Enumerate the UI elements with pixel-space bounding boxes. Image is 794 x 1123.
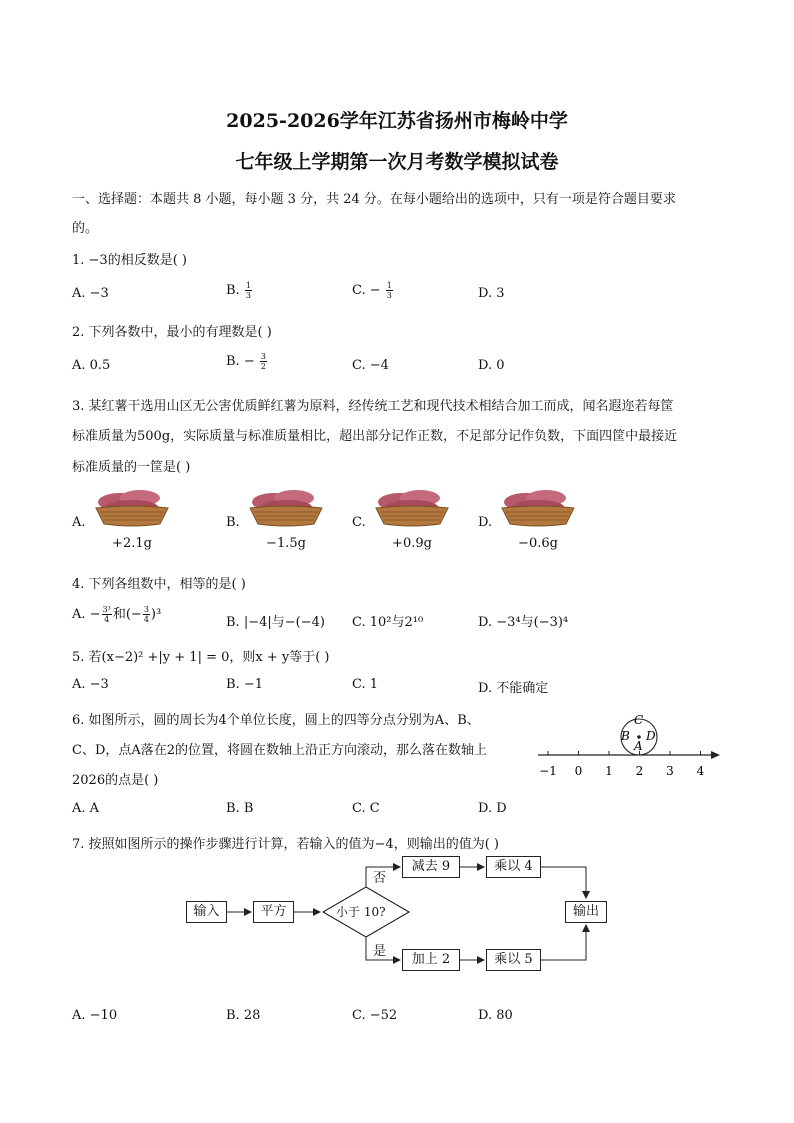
q5-option-b: B. −1 (226, 677, 263, 692)
q3-line-1: 3. 某红薯干选用山区无公害优质鲜红薯为原料，经传统工艺和现代技术相结合加工而成，闻名遐迩若每筐 (72, 399, 674, 414)
q3-option-caption: −0.6g (518, 536, 558, 551)
q1-option-c-label: C. − (352, 283, 381, 298)
q4-a-suffix: )³ (150, 607, 162, 622)
q6-line-1: 6. 如图所示，圆的周长为4个单位长度，圆上的四等分点分别为A、B、 (72, 713, 480, 728)
q6-option-d: D. D (478, 801, 507, 816)
fraction-numerator: 1 (245, 281, 251, 290)
q4-option-c: C. 10²与2¹⁰ (352, 615, 424, 630)
q3-option-caption: +2.1g (112, 536, 152, 551)
q5-stem: 5. 若(x−2)² +|y + 1| = 0，则x + y等于( ) (72, 650, 330, 665)
q3-option-caption: +0.9g (392, 536, 432, 551)
q4-a-prefix: A. − (72, 607, 101, 622)
number-line-tick-label: 3 (666, 764, 674, 778)
fraction-denominator: 3 (386, 291, 392, 300)
q3-option-label: D. (478, 515, 493, 530)
flow-input-box: 输入 (186, 901, 227, 923)
flow-square-box: 平方 (253, 901, 294, 923)
q3-option-label: C. (352, 515, 366, 530)
q6-option-b: B. B (226, 801, 254, 816)
fraction-numerator: 3 (260, 352, 266, 361)
point-label-b: B (621, 729, 630, 743)
arrow-mul5-output (541, 925, 586, 960)
fraction-denominator: 3 (245, 291, 251, 300)
q5-option-c: C. 1 (352, 677, 379, 692)
q5-option-d: D. 不能确定 (478, 681, 549, 696)
q4-option-d: D. −3⁴与(−3)⁴ (478, 615, 569, 630)
q4-a-middle: 和(− (112, 607, 142, 622)
point-label-c: C (634, 713, 644, 727)
q6-option-c: C. C (352, 801, 380, 816)
q6-option-a: A. A (72, 801, 100, 816)
q4-option-b: B. |−4|与−(−4) (226, 615, 325, 630)
q7-option-b: B. 28 (226, 1008, 261, 1023)
flow-condition-text: 小于 10? (336, 905, 386, 919)
q7-stem: 7. 按照如图所示的操作步骤进行计算，若输入的值为−4，则输出的值为( ) (72, 837, 499, 852)
q6-line-2: C、D，点A落在2的位置，将圆在数轴上沿正方向滚动，那么落在数轴上 (72, 743, 488, 758)
q1-stem: 1. −3的相反数是( ) (72, 253, 187, 268)
title-line-1: 2025-2026学年江苏省扬州市梅岭中学 (226, 110, 568, 132)
flow-multiply5-box: 乘以 5 (486, 949, 541, 971)
flow-yes-label: 是 (373, 944, 387, 959)
q1-option-d: D. 3 (478, 286, 505, 301)
title-line-2: 七年级上学期第一次月考数学模拟试卷 (235, 151, 559, 173)
point-label-d: D (646, 729, 656, 743)
flow-output-box: 输出 (565, 901, 607, 923)
section-heading: 一、选择题：本题共 8 小题，每小题 3 分，共 24 分。在每小题给出的选项中，只有一项是符合题目要求 (72, 192, 676, 207)
section-heading-tail: 的。 (72, 221, 99, 236)
q2-stem: 2. 下列各数中，最小的有理数是( ) (72, 325, 272, 340)
number-line-tick-label: 1 (605, 764, 613, 778)
number-line-tick-label: −1 (539, 764, 557, 778)
number-line-tick-label: 4 (696, 764, 705, 778)
fraction-numerator: 3³ (102, 605, 111, 614)
q6-line-3: 2026的点是( ) (72, 773, 159, 788)
q2-option-d: D. 0 (478, 358, 505, 373)
flow-add2-box: 加上 2 (402, 949, 460, 971)
q3-option-caption: −1.5g (266, 536, 306, 551)
fraction-denominator: 4 (143, 615, 149, 624)
number-line-tick-label: 2 (635, 764, 644, 778)
q3-line-3: 标准质量的一筐是( ) (72, 460, 191, 475)
fraction-denominator: 4 (104, 615, 110, 624)
q1-option-a: A. −3 (72, 286, 109, 301)
q2-option-c: C. −4 (352, 358, 389, 373)
flow-no-label: 否 (373, 871, 387, 886)
q7-option-c: C. −52 (352, 1008, 398, 1023)
flow-subtract9-box: 减去 9 (402, 856, 460, 878)
fraction-numerator: 1 (386, 281, 392, 290)
flow-multiply4-box: 乘以 4 (486, 856, 541, 878)
q4-stem: 4. 下列各组数中，相等的是( ) (72, 577, 246, 592)
q2-option-b-label: B. − (226, 354, 255, 369)
q1-option-b-label: B. (226, 283, 240, 298)
fraction-denominator: 2 (260, 362, 266, 371)
number-line-tick-label: 0 (574, 764, 583, 778)
point-label-a: A (634, 739, 643, 753)
arrow-mul4-output (541, 867, 586, 898)
q3-option-label: A. (72, 515, 86, 530)
q7-option-d: D. 80 (478, 1008, 513, 1023)
q3-option-label: B. (226, 515, 240, 530)
q3-line-2: 标准质量为500g，实际质量与标准质量相比，超出部分记作正数，不足部分记作负数，下面四筐中最接近 (72, 429, 678, 444)
fraction-numerator: 3 (143, 605, 149, 614)
q5-option-a: A. −3 (72, 677, 109, 692)
q2-option-a: A. 0.5 (72, 358, 111, 373)
q7-option-a: A. −10 (72, 1008, 118, 1023)
